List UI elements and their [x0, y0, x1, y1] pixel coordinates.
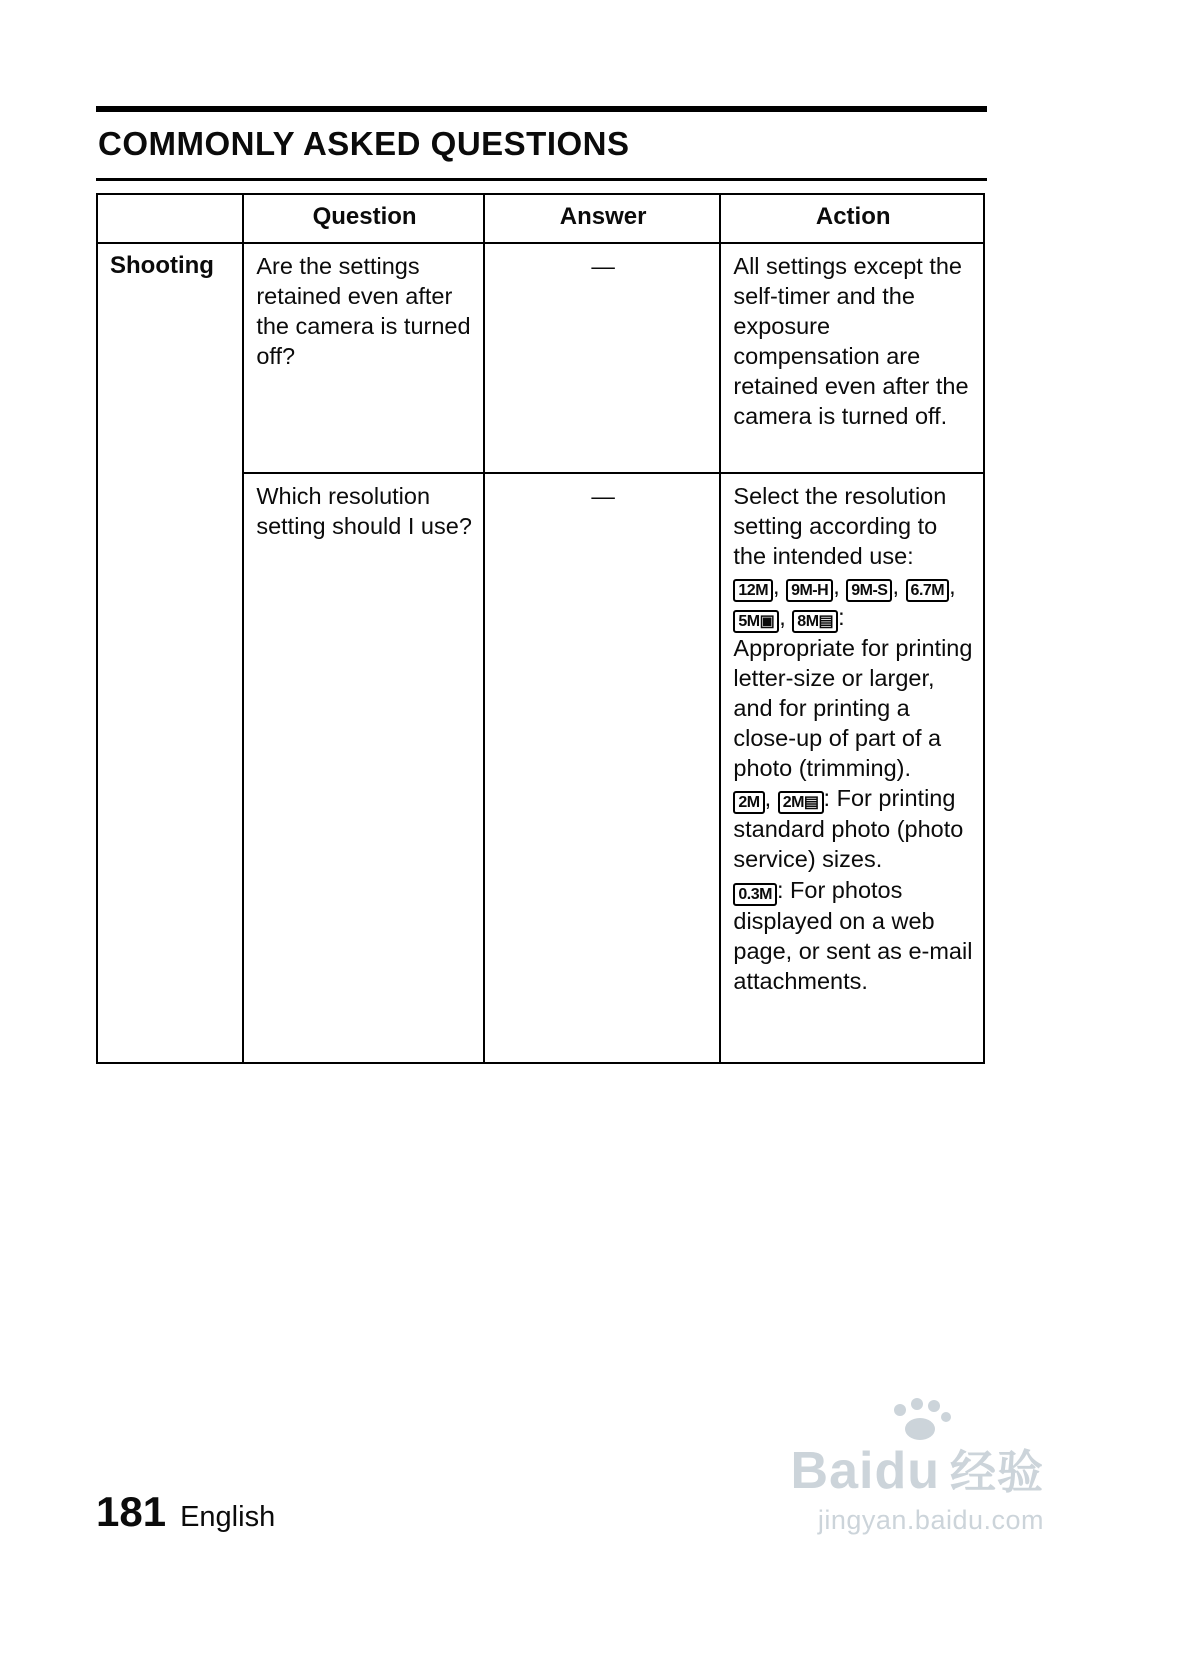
- action-cell: All settings except the self-timer and the exposure compensation are retained even after the camera is turned off.: [720, 243, 984, 473]
- question-cell: Are the settings retained even after the camera is turned off?: [243, 243, 484, 473]
- language-label: English: [180, 1501, 276, 1533]
- watermark: [724, 1398, 1044, 1536]
- resolution-icon-9m-h: 9M-H: [786, 579, 833, 602]
- action-group1-text: Appropriate for printing letter-size or larger, and for printing a close-up of part of a photo (trimming).: [733, 634, 973, 782]
- resolution-icon-8m-seq: 8M▤: [792, 610, 838, 633]
- resolution-icon-2m-seq: 2M▤: [778, 791, 824, 814]
- resolution-icon-12m: 12M: [733, 579, 773, 602]
- separator: ,: [779, 603, 793, 630]
- page-number: 181: [96, 1488, 167, 1535]
- resolution-icon-2m: 2M: [733, 791, 764, 814]
- separator: ,: [949, 572, 956, 599]
- category-cell: Shooting: [97, 243, 243, 1063]
- resolution-icon-5m: 5M▣: [733, 610, 779, 633]
- table-header-answer: Answer: [484, 194, 721, 243]
- colon: :: [838, 603, 845, 630]
- resolution-icon-6-7m: 6.7M: [906, 579, 950, 602]
- resolution-icon-0-3m: 0.3M: [733, 883, 777, 906]
- action-intro-text: Select the resolution setting according to the intended use:: [733, 482, 947, 569]
- answer-cell: —: [484, 473, 721, 1063]
- separator: ,: [833, 572, 847, 599]
- page-title-block: [96, 106, 987, 181]
- table-header-question: Question: [243, 194, 484, 243]
- table-header-category: [97, 194, 243, 243]
- watermark-brand: [724, 1444, 1044, 1499]
- watermark-brand-cn: 经验: [950, 1446, 1044, 1498]
- page-footer: [96, 1488, 275, 1536]
- separator: ,: [892, 572, 906, 599]
- separator: ,: [773, 572, 787, 599]
- faq-table: [96, 193, 985, 1064]
- action-group3-text: : For photos displayed on a web page, or sent as e-mail attachments.: [733, 876, 973, 994]
- watermark-brand-en: Baidu: [790, 1442, 940, 1500]
- table-row: [97, 243, 984, 473]
- table-header-action: Action: [720, 194, 984, 243]
- question-cell: Which resolution setting should I use?: [243, 473, 484, 1063]
- baidu-paw-icon: [888, 1398, 954, 1442]
- resolution-icon-9m-s: 9M-S: [846, 579, 892, 602]
- action-group2-text: : For printing standard photo (photo service) sizes.: [733, 785, 964, 873]
- watermark-url: jingyan.baidu.com: [817, 1504, 1044, 1535]
- action-cell: [720, 473, 984, 1063]
- answer-cell: —: [484, 243, 721, 473]
- table-header-row: [97, 194, 984, 243]
- separator: ,: [764, 785, 778, 812]
- page-title: COMMONLY ASKED QUESTIONS: [98, 125, 630, 162]
